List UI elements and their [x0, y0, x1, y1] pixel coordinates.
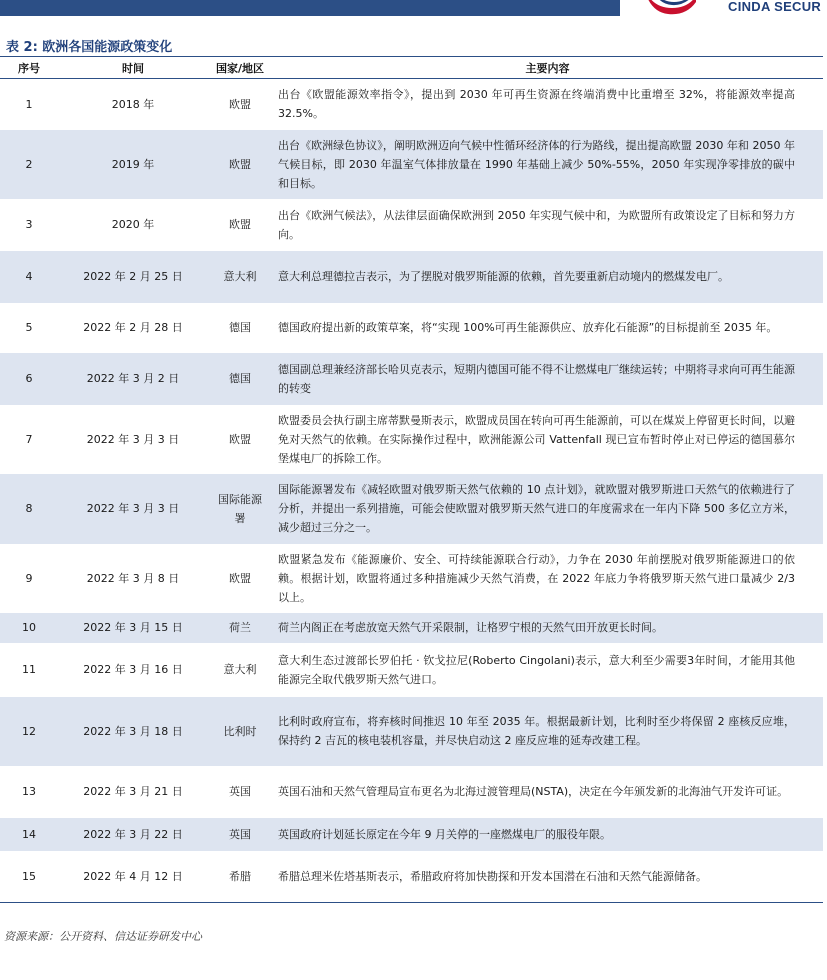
row-country: 荷兰 [208, 613, 272, 643]
table-row [0, 303, 823, 353]
row-number: 2 [0, 130, 58, 199]
table-row [0, 697, 823, 766]
row-content: 比利时政府宣布，将弃核时间推迟 10 年至 2035 年。根据最新计划，比利时至少将保留 2 座核反应堆，保持约 2 吉瓦的核电装机容量，并尽快启动这 2 座反应堆的延寿改建工程。 [272, 697, 823, 766]
row-country: 英国 [229, 785, 251, 798]
row-country: 欧盟 [229, 218, 251, 231]
energy-policy-table [0, 56, 823, 903]
row-date: 2022 年 3 月 3 日 [58, 474, 208, 544]
row-content: 欧盟紧急发布《能源廉价、安全、可持续能源联合行动》，力争在 2030 年前摆脱对俄罗斯能源进口的依赖。根据计划，欧盟将通过多种措施减少天然气消费，在 2022 年底力争将俄罗斯天然气进口量减少 2/3 以上。 [278, 552, 795, 604]
row-content: 德国政府提出新的政策草案，将“实现 100%可再生能源供应、放弃化石能源”的目标提前至 2035 年。 [278, 321, 778, 334]
row-country: 德国 [208, 353, 272, 405]
row-content: 国际能源署发布《减轻欧盟对俄罗斯天然气依赖的 10 点计划》，就欧盟对俄罗斯进口天然气的依赖进行了分析，并提出一系列措施，可能会使欧盟对俄罗斯天然气进口的年度需求在一年内下降 500 多亿立方米，减少超过三分之一。 [272, 474, 823, 544]
row-number: 3 [25, 218, 33, 231]
table-row [0, 851, 823, 903]
row-date: 2022 年 3 月 8 日 [86, 571, 180, 585]
source-footnote: 资源来源：公开资料、信达证券研发中心 [4, 930, 202, 943]
table-caption: 表 2: 欧洲各国能源政策变化 [6, 40, 173, 55]
row-content: 出台《欧盟能源效率指令》，提出到 2030 年可再生资源在终端消费中比重增至 32%，将能源效率提高 32.5%。 [278, 88, 795, 121]
table-row [0, 79, 823, 130]
row-date: 2022 年 3 月 18 日 [58, 697, 208, 766]
header-bar [0, 0, 620, 16]
table-row [0, 818, 823, 851]
table-row [0, 251, 823, 303]
row-date: 2020 年 [111, 218, 155, 231]
row-date: 2019 年 [58, 130, 208, 199]
table-row [0, 544, 823, 613]
logo-text: CINDA SECUR [728, 0, 822, 14]
row-content: 英国石油和天然气管理局宣布更名为北海过渡管理局(NSTA)，决定在今年颁发新的北海油气开发许可证。 [278, 785, 789, 798]
row-number: 8 [0, 474, 58, 544]
col-header-country: 国家/地区 [208, 57, 272, 79]
row-country: 意大利 [223, 663, 257, 676]
row-content: 意大利生态过渡部长罗伯托 · 钦戈拉尼(Roberto Cingolani)表示，意大利至少需要3年时间，才能用其他能源完全取代俄罗斯天然气进口。 [278, 653, 795, 686]
row-number: 11 [22, 663, 36, 676]
table-header-row [0, 57, 823, 79]
logo-mark-icon [638, 0, 698, 16]
row-content: 意大利总理德拉吉表示，为了摆脱对俄罗斯能源的依赖，首先要重新启动境内的燃煤发电厂。 [272, 251, 823, 303]
row-number: 5 [25, 321, 33, 334]
table-row [0, 130, 823, 199]
row-date: 2022 年 2 月 25 日 [58, 251, 208, 303]
company-logo [630, 0, 827, 16]
row-number: 10 [0, 613, 58, 643]
row-content: 出台《欧洲绿色协议》，阐明欧洲迈向气候中性循环经济体的行为路线，提出提高欧盟 2030 年和 2050 年气候目标，即 2030 年温室气体排放量在 1990 年基础上减少 50%-55%，2050 年实现净零排放的碳中和目标。 [272, 130, 823, 199]
row-country: 德国 [229, 321, 251, 334]
row-number: 14 [0, 818, 58, 851]
table-row [0, 766, 823, 818]
row-country: 欧盟 [229, 571, 251, 585]
row-date: 2022 年 2 月 28 日 [83, 321, 183, 334]
row-number: 7 [25, 432, 33, 446]
row-content: 欧盟委员会执行副主席蒂默曼斯表示，欧盟成员国在转向可再生能源前，可以在煤炭上停留更长时间，以避免对天然气的依赖。在实际操作过程中，欧洲能源公司 Vattenfall 现已宣布暂时停止对已停运的德国慕尔堡煤电厂的拆除工作。 [278, 413, 795, 465]
row-country: 欧盟 [229, 97, 251, 111]
col-header-number: 序号 [0, 57, 58, 79]
row-number: 15 [0, 851, 58, 903]
row-date: 2022 年 3 月 16 日 [83, 663, 183, 676]
row-country: 欧盟 [229, 432, 251, 446]
row-country: 意大利 [208, 251, 272, 303]
row-date: 2022 年 4 月 12 日 [58, 851, 208, 903]
col-header-date: 时间 [58, 57, 208, 79]
row-content: 出台《欧洲气候法》，从法律层面确保欧洲到 2050 年实现气候中和，为欧盟所有政策设定了目标和努力方向。 [278, 208, 795, 241]
table-row [0, 199, 823, 251]
row-content: 英国政府计划延长原定在今年 9 月关停的一座燃煤电厂的服役年限。 [272, 818, 823, 851]
row-date: 2018 年 [111, 97, 155, 111]
row-date: 2022 年 3 月 21 日 [83, 785, 183, 798]
table-row [0, 643, 823, 697]
row-date: 2022 年 3 月 22 日 [58, 818, 208, 851]
row-country: 比利时 [208, 697, 272, 766]
col-header-content: 主要内容 [272, 57, 823, 79]
table-row [0, 474, 823, 544]
table-row [0, 353, 823, 405]
table-row [0, 613, 823, 643]
table-row [0, 405, 823, 474]
row-number: 12 [0, 697, 58, 766]
row-country: 欧盟 [208, 130, 272, 199]
row-date: 2022 年 3 月 2 日 [58, 353, 208, 405]
row-number: 1 [25, 97, 33, 111]
row-content: 德国副总理兼经济部长哈贝克表示，短期内德国可能不得不让燃煤电厂继续运转；中期将寻求向可再生能源的转变 [272, 353, 823, 405]
row-number: 4 [0, 251, 58, 303]
row-country: 国际能源署 [208, 474, 272, 544]
row-number: 13 [22, 785, 36, 798]
row-date: 2022 年 3 月 15 日 [58, 613, 208, 643]
row-number: 9 [25, 571, 33, 585]
row-number: 6 [0, 353, 58, 405]
row-content: 荷兰内阁正在考虑放宽天然气开采限制，让格罗宁根的天然气田开放更长时间。 [272, 613, 823, 643]
row-country: 英国 [208, 818, 272, 851]
row-country: 希腊 [208, 851, 272, 903]
row-date: 2022 年 3 月 3 日 [86, 432, 180, 446]
row-content: 希腊总理米佐塔基斯表示，希腊政府将加快勘探和开发本国潜在石油和天然气能源储备。 [272, 851, 823, 903]
